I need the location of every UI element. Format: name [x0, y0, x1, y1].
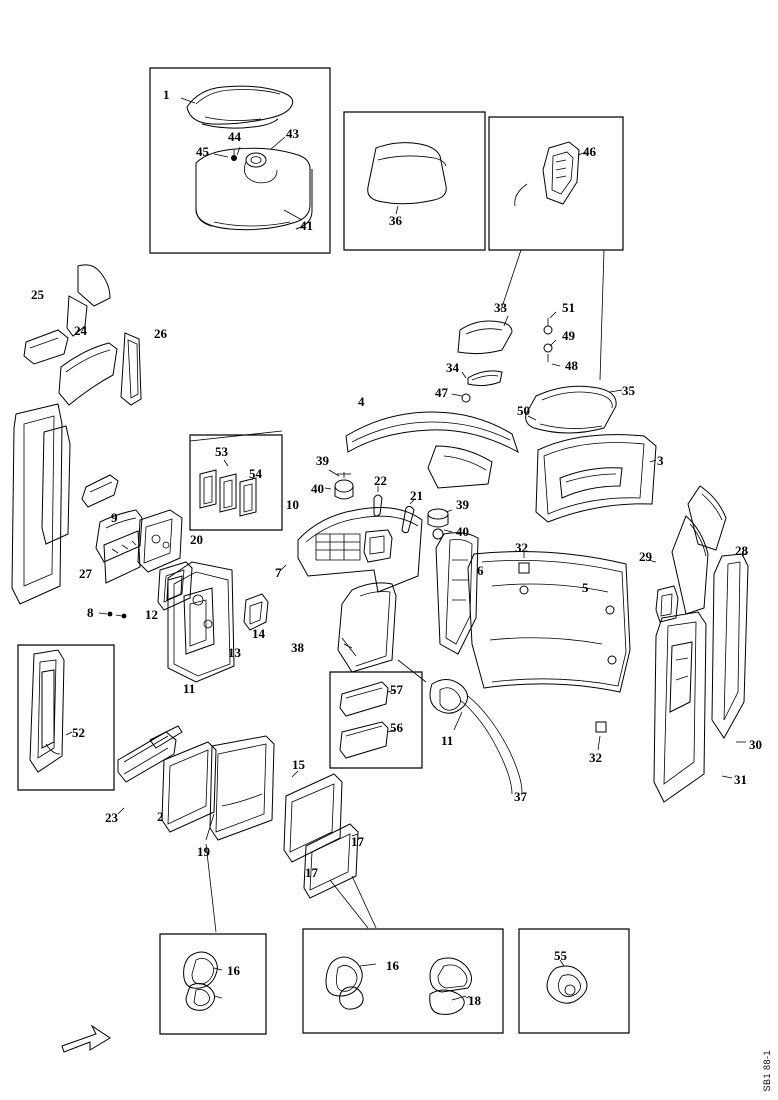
callout-17: 17	[351, 834, 364, 849]
callout-8: 8	[87, 605, 94, 620]
callout-57: 57	[390, 682, 403, 697]
callout-52: 52	[72, 725, 85, 740]
callout-2: 2	[157, 809, 164, 824]
callout-38: 38	[291, 640, 304, 655]
callout-49: 49	[562, 328, 575, 343]
callout-21: 21	[410, 488, 423, 503]
callout-11-right: 11	[441, 733, 454, 748]
callout-32: 32	[515, 540, 528, 555]
callout-10: 10	[286, 497, 299, 512]
callout-43: 43	[286, 126, 299, 141]
callout-4: 4	[358, 394, 365, 409]
callout-28: 28	[735, 543, 748, 558]
callout-6: 6	[477, 563, 484, 578]
callout-37: 37	[514, 789, 527, 804]
callout-7: 7	[275, 565, 282, 580]
callout-56: 56	[390, 720, 403, 735]
diagram-reference-code: SB1 88-1	[762, 1050, 772, 1092]
callout-23: 23	[105, 810, 118, 825]
callout-39-right: 39	[456, 497, 469, 512]
callout-15: 15	[292, 757, 305, 772]
callout-9: 9	[111, 510, 118, 525]
callout-53: 53	[215, 444, 228, 459]
callout-48: 48	[565, 358, 578, 373]
callout-32-lower: 32	[589, 750, 602, 765]
callout-19: 19	[197, 844, 210, 859]
callout-33: 33	[494, 300, 507, 315]
callout-50: 50	[517, 403, 530, 418]
callout-27: 27	[79, 566, 92, 581]
callout-39: 39	[316, 453, 329, 468]
callout-55: 55	[554, 948, 567, 963]
callout-13: 13	[228, 645, 241, 660]
callout-44: 44	[228, 129, 241, 144]
callout-29: 29	[639, 549, 652, 564]
callout-16: 16	[227, 963, 240, 978]
callout-16-center: 16	[386, 958, 399, 973]
callout-51: 51	[562, 300, 575, 315]
callout-25: 25	[31, 287, 44, 302]
callout-40: 40	[311, 481, 324, 496]
callout-41: 41	[300, 218, 313, 233]
callout-3: 3	[657, 453, 664, 468]
callout-42: 1	[163, 87, 170, 102]
callout-34: 34	[446, 360, 459, 375]
callout-46: 46	[583, 144, 596, 159]
callout-26: 26	[154, 326, 167, 341]
callout-11: 11	[183, 681, 196, 696]
callout-36: 36	[389, 213, 402, 228]
callout-40-right: 40	[456, 524, 469, 539]
callout-20: 20	[190, 532, 203, 547]
callout-35: 35	[622, 383, 635, 398]
callout-30: 30	[749, 737, 762, 752]
callout-24: 24	[74, 323, 87, 338]
callout-31: 31	[734, 772, 747, 787]
callout-5: 5	[582, 580, 589, 595]
callout-17-lower: 17	[305, 865, 318, 880]
callout-54: 54	[249, 466, 262, 481]
callout-45: 45	[196, 144, 209, 159]
callout-18: 18	[468, 993, 481, 1008]
callout-12: 12	[145, 607, 158, 622]
callout-14: 14	[252, 626, 265, 641]
callout-22: 22	[374, 473, 387, 488]
callout-47: 47	[435, 385, 448, 400]
